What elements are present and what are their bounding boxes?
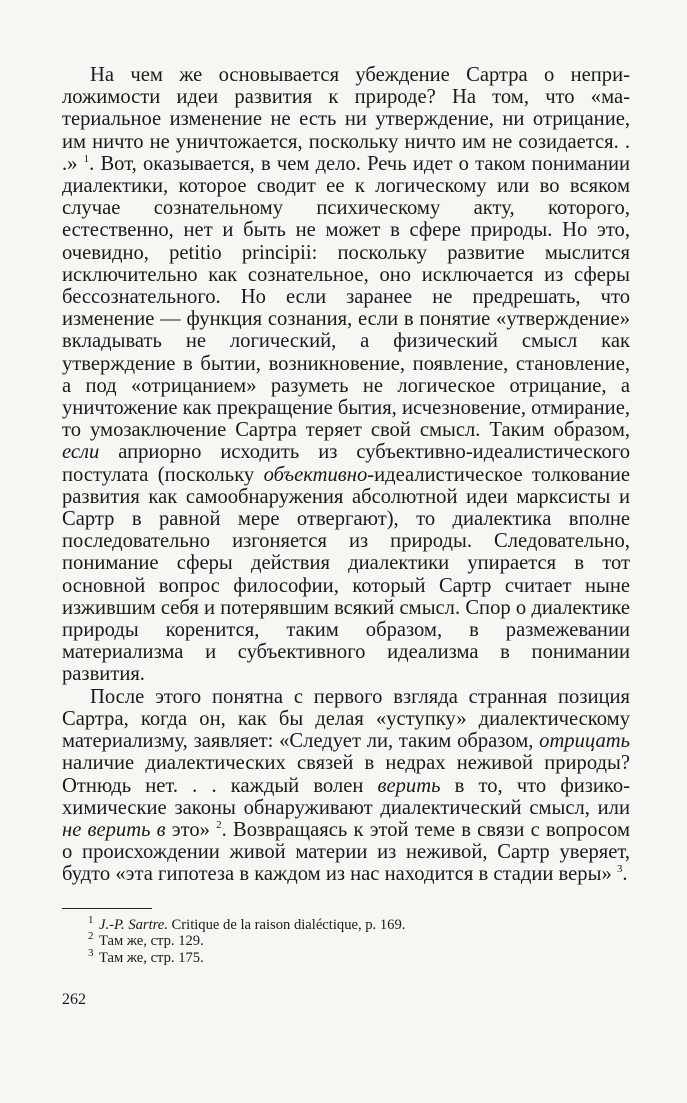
p2-text-4: это»: [165, 818, 217, 841]
footnote-ref-3: 3: [616, 863, 623, 876]
p2-italic-ne-verit: не верить в: [62, 818, 166, 841]
p1-italic-obektivno: объективно: [263, 463, 368, 486]
footnote-text: Critique de la raison dialéctique, p. 169.: [167, 916, 406, 933]
footnote-author: J.-P. Sartre.: [99, 916, 168, 933]
footnote-text: Там же, стр. 175.: [99, 949, 204, 966]
p1-italic-esli: если: [62, 441, 100, 464]
paragraph-1: [62, 64, 630, 686]
p1-text-3: априорно исходить из субъективно-идеалистического постулата (поскольку: [62, 441, 630, 486]
p2-text-3: в то, что физико-химические законы обнаруживают диалектический смысл, или: [62, 774, 630, 819]
p1-text-1: На чем же основывается убеждение Сартра о неприложимости идеи развития к природе? На том, что «материальное изменение не есть ни утверждение, ни отрицание, им ничто не уничтожается, поскольку ничто им не созидается. . .»: [62, 64, 630, 175]
p2-text-6: .: [622, 863, 628, 886]
p1-text-4: -идеалистическое толкование развития как самообнаружения абсолютной идеи марксисты и Сартр в равной мере отвергают), то диалектика вполне последовательно изгоняется из природы. Следовательно, понимание сферы действия диалектики упирается в тот основной вопрос философии, который Сартр считает ныне изжившим себя и потерявшим всякий смысл. Спор о диалектике природы коренится, таким образом, в размежевании материализма и субъективного идеализма в понимании развития.: [62, 463, 630, 686]
p2-italic-otricat: отрицать: [539, 730, 630, 753]
footnote-ref-1: 1: [83, 152, 90, 165]
page-number: 262: [62, 991, 86, 1009]
book-page: [62, 64, 630, 1009]
footnote-1: 1 J.-P. Sartre. Critique de la raison dialéctique, p. 169.: [88, 913, 406, 933]
p2-text-1: После этого понятна с первого взгляда странная позиция Сартра, когда он, как бы делая «уступку» диалектическому материализму, заявляет: «Следует ли, таким образом,: [62, 685, 630, 753]
paragraph-2: [62, 686, 630, 886]
footnote-3: 3 Там же, стр. 175.: [88, 946, 204, 966]
footnote-text: Там же, стр. 129.: [99, 933, 204, 950]
body-text: [62, 64, 630, 886]
p2-italic-verit: верить: [377, 774, 441, 797]
footnote-2: 2 Там же, стр. 129.: [88, 930, 204, 950]
footnotes: [62, 913, 630, 967]
p1-text-2: . Вот, оказывается, в чем дело. Речь идет о таком понимании диалектики, которое сводит ее к логическому или во всяком случае сознательному психическому акту, которого, естественно, нет и быть не может в сфере природы. Но это, очевидно, petitio principii: поскольку развитие мыслится исключительно как сознательное, оно исключается из сферы бессознательного. Но если заранее не предрешать, что изменение — функция сознания, если в понятие «утверждение» вкладывать не логический, а физический смысл как утверждение в бытии, возникновение, появление, становление, а под «отрицанием» разуметь не логическое отрицание, а уничтожение как прекращение бытия, исчезновение, отмирание, то умозаключение Сартра теряет свой смысл. Таким образом,: [62, 152, 631, 442]
footnote-ref-2: 2: [216, 819, 222, 832]
p2-text-2: наличие диалектических связей в недрах неживой природы? Отнюдь нет. . . каждый волен: [62, 752, 630, 797]
p2-text-5: . Возвращаясь к этой теме в связи с вопросом о происхождении живой материи из неживой, Сартр уверяет, будто «эта гипотеза в каждом из нас находится в стадии веры»: [62, 818, 630, 886]
footnote-divider: [62, 908, 152, 909]
